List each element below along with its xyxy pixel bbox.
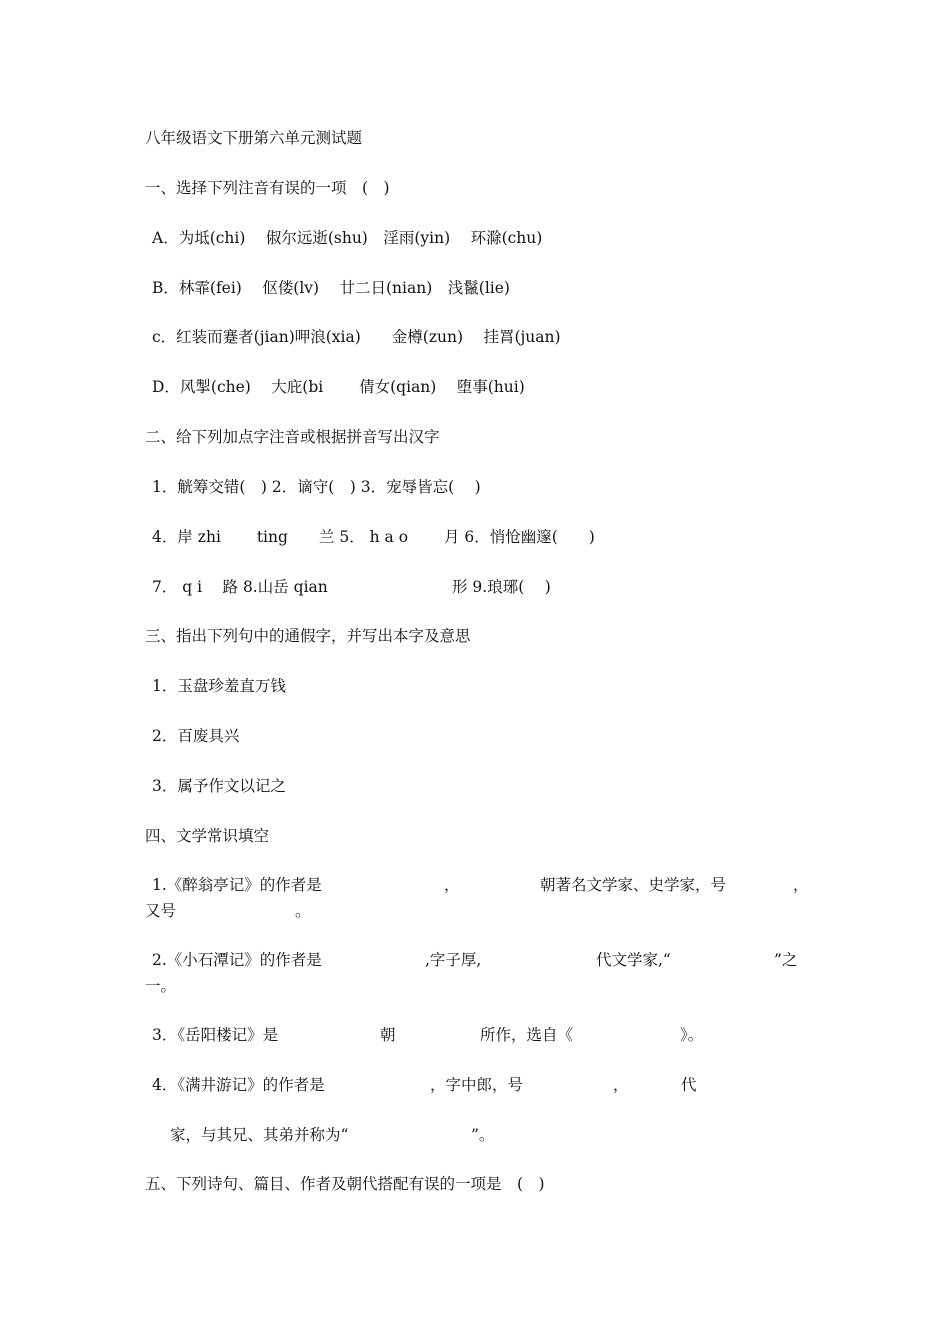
q4-part-e: 家，与其兄、其弟并称为“ bbox=[170, 1126, 349, 1144]
pinyin-row-3b: 形 9.琅琊( ) bbox=[452, 578, 551, 596]
pinyin-row-1: 1．觥筹交错( ) 2．谪守( ) 3．宠辱皆忘( ) bbox=[152, 478, 481, 496]
q4-part-a: 4．《满井游记》的作者是 bbox=[152, 1076, 325, 1094]
section-2-heading: 二、给下列加点字注音或根据拼音写出汉字 bbox=[145, 428, 440, 446]
q4-part-b: ，字中郎，号 bbox=[430, 1076, 524, 1094]
tongjia-item-1: 1．玉盘珍羞直万钱 bbox=[152, 677, 286, 695]
section-4-heading: 四、文学常识填空 bbox=[145, 827, 270, 845]
section-3-heading: 三、指出下列句中的通假字，并写出本字及意思 bbox=[145, 627, 471, 645]
option-b: B．林霏(fei) 伛偻(lv) 廿二日(nian) 浅鬣(lie) bbox=[152, 279, 510, 297]
option-a: A．为坻(chi) 俶尔远逝(shu) 淫雨(yin) 环滁(chu) bbox=[152, 229, 543, 247]
q2-part-e: 一。 bbox=[145, 977, 177, 995]
q2-part-d: ”之 bbox=[774, 951, 798, 969]
q4-part-c: ， bbox=[613, 1076, 629, 1094]
option-d: D．风掣(che) 大庇(bi 倩女(qian) 堕事(hui) bbox=[152, 378, 525, 396]
q4-part-d: 代 bbox=[681, 1076, 697, 1094]
document-title: 八年级语文下册第六单元测试题 bbox=[145, 129, 363, 147]
q1-part-f: 。 bbox=[295, 902, 311, 920]
q3-part-d: 》。 bbox=[680, 1026, 704, 1044]
q1-part-d: ， bbox=[793, 876, 809, 894]
q1-part-b: ， bbox=[444, 876, 460, 894]
q3-part-a: 3．《岳阳楼记》是 bbox=[152, 1026, 279, 1044]
q3-part-c: 所作，选自《 bbox=[480, 1026, 574, 1044]
q1-part-e: 又号 bbox=[145, 902, 177, 920]
q2-part-c: 代文学家,“ bbox=[596, 951, 671, 969]
tongjia-item-2: 2．百废具兴 bbox=[152, 727, 240, 745]
section-5-heading: 五、下列诗句、篇目、作者及朝代搭配有误的一项是 ( ) bbox=[145, 1175, 545, 1193]
q1-part-c: 朝著名文学家、史学家，号 bbox=[540, 876, 727, 894]
option-c: c．红装而蹇者(jian)呷浪(xia) 金樽(zun) 挂罥(juan) bbox=[152, 328, 561, 346]
pinyin-row-3a: 7． q i 路 8.山岳 qian bbox=[152, 578, 328, 596]
q2-part-a: 2.《小石潭记》的作者是 bbox=[152, 951, 322, 969]
tongjia-item-3: 3．属予作文以记之 bbox=[152, 777, 286, 795]
q4-part-f: ”。 bbox=[471, 1126, 495, 1144]
q3-part-b: 朝 bbox=[380, 1026, 396, 1044]
q2-part-b: ,字子厚, bbox=[425, 951, 482, 969]
q1-part-a: 1.《醉翁亭记》的作者是 bbox=[152, 876, 322, 894]
pinyin-row-2: 4．岸 zhi ting 兰 5． h a o 月 6．悄怆幽邃( ) bbox=[152, 528, 595, 546]
section-1-heading: 一、选择下列注音有误的一项 ( ) bbox=[145, 179, 390, 197]
